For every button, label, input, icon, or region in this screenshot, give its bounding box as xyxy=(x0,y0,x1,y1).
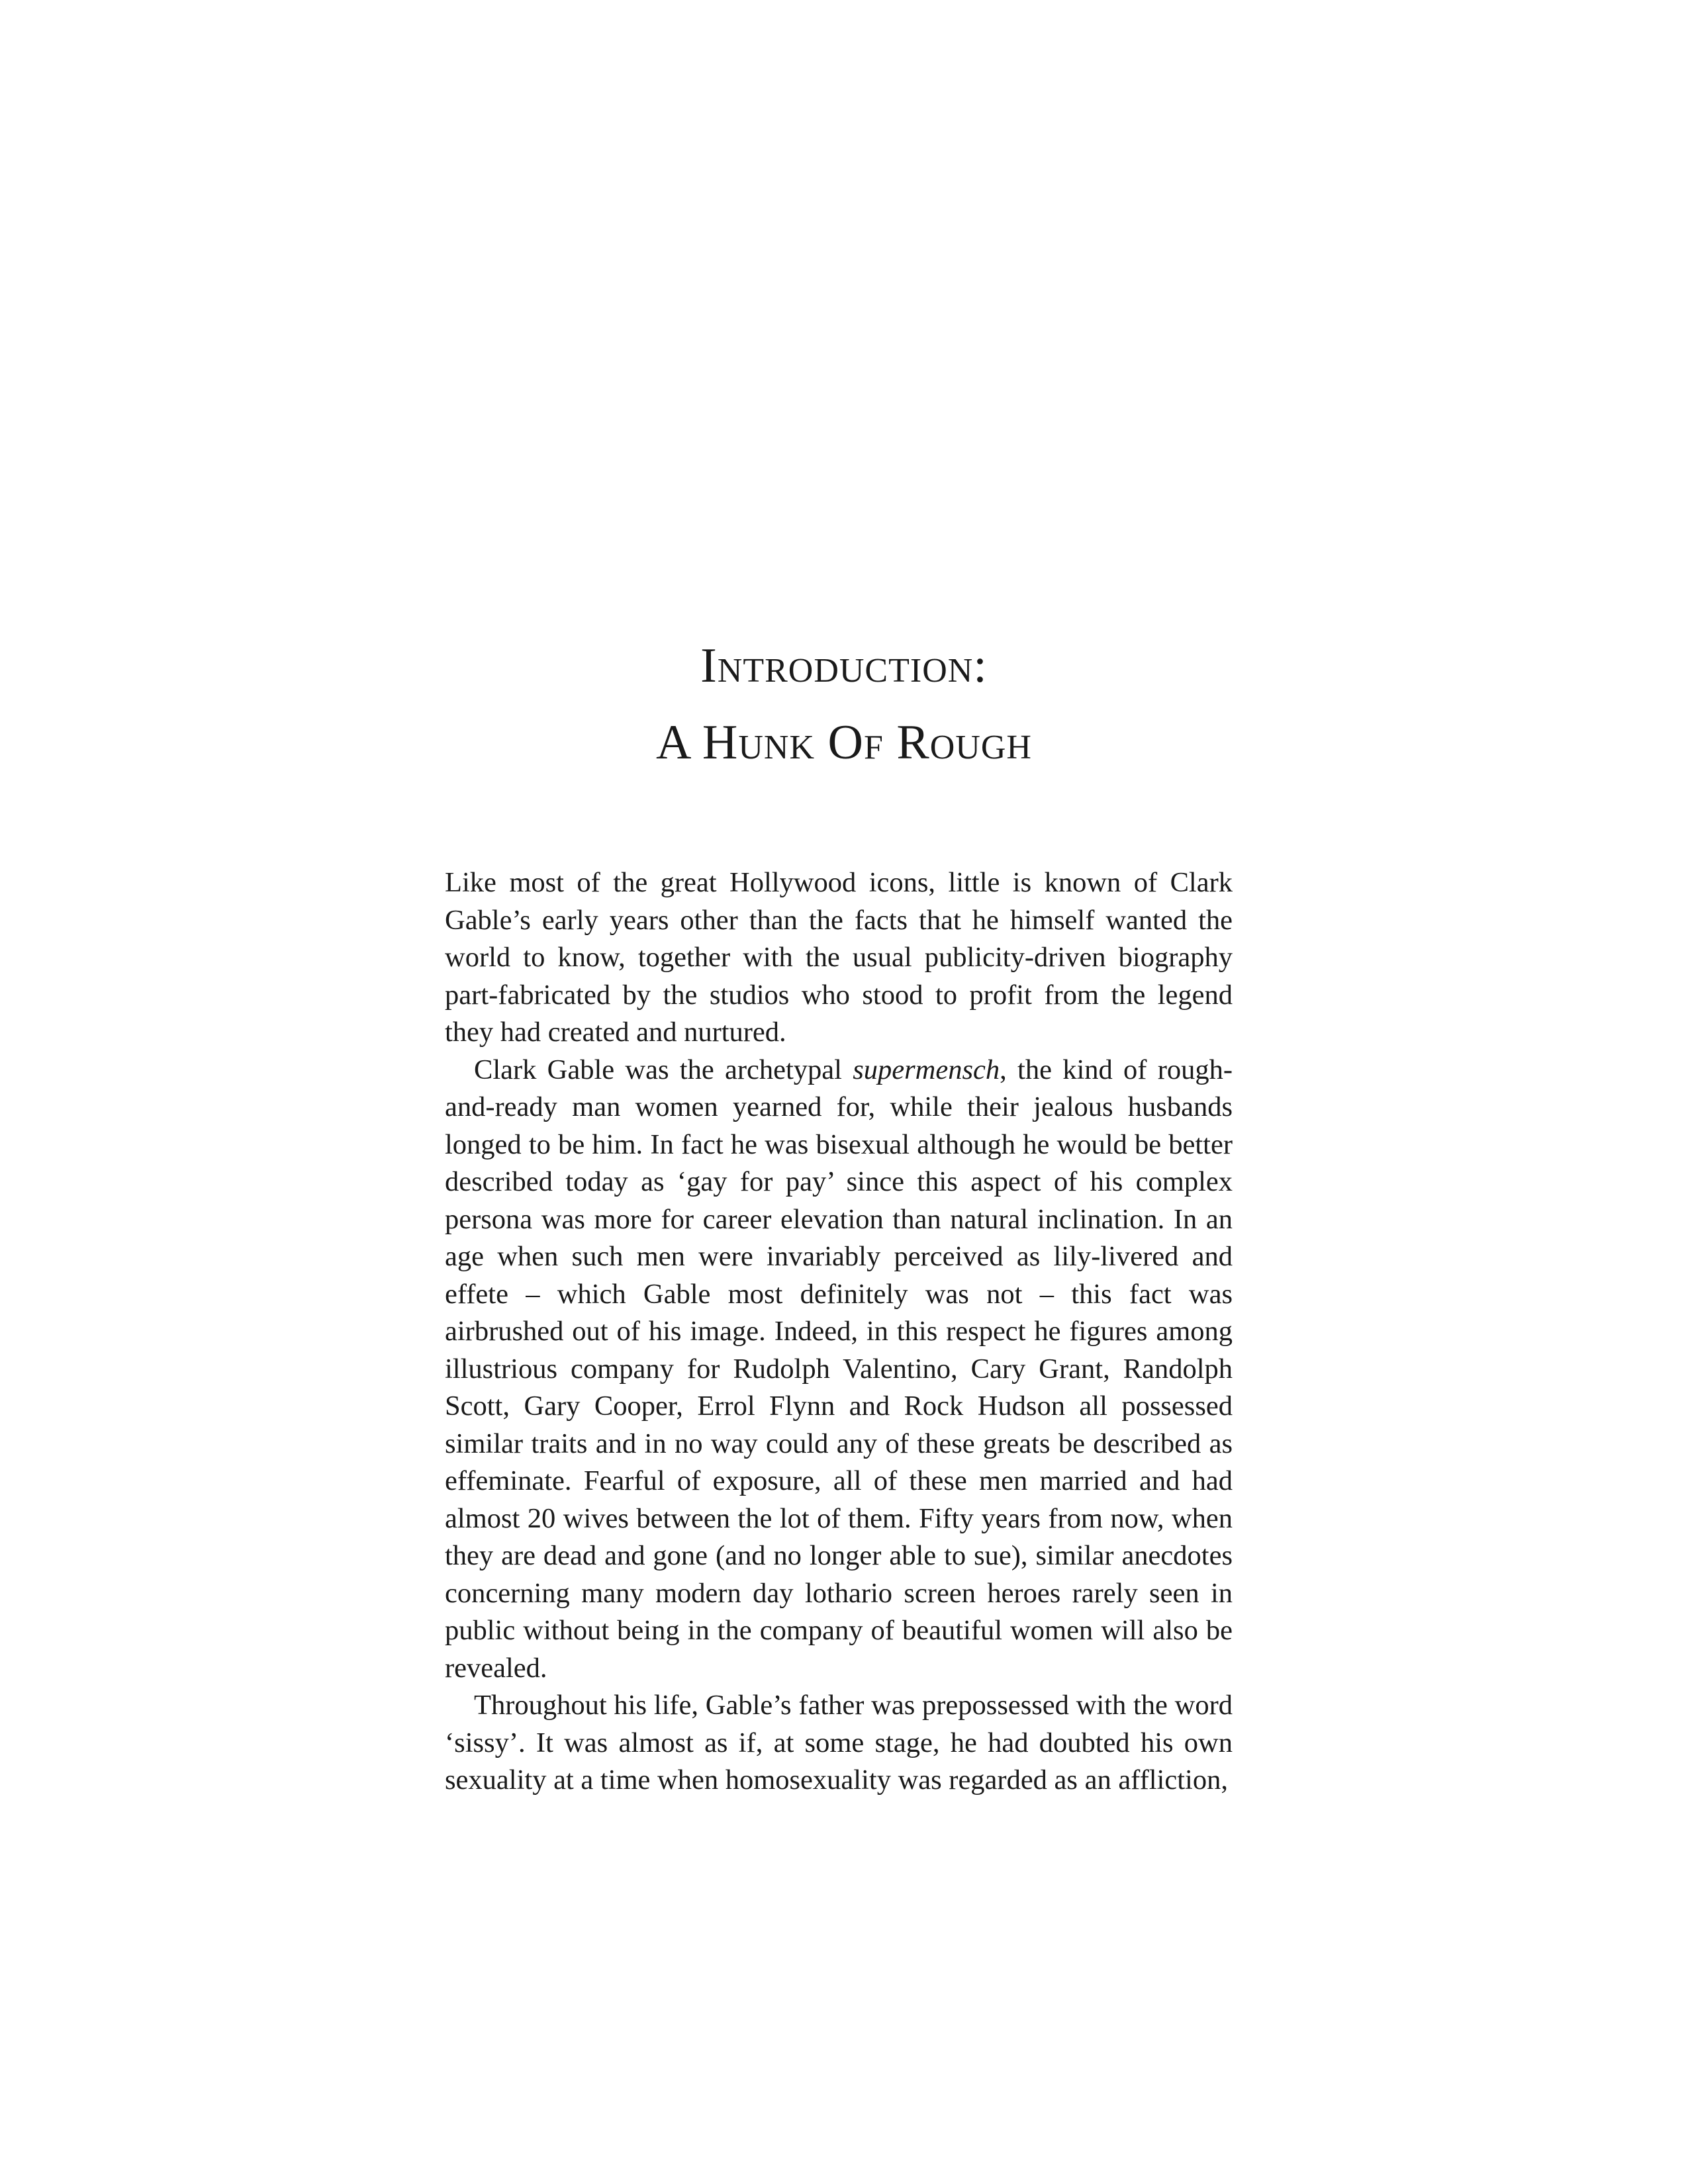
chapter-title-line-2: A Hunk Of Rough xyxy=(656,715,1032,770)
italic-term: supermensch xyxy=(853,1054,1000,1085)
paragraph-2-start: Clark Gable was the archetypal xyxy=(474,1054,853,1085)
paragraph-1: Like most of the great Hollywood icons, little is known of Clark Gable’s early years other than the facts that he himself wanted the world to know, together with the usual publicity-driven biography part-fabricated by the studios who stood to profit from the legend they had created and nurtured. xyxy=(445,867,1233,1048)
paragraph-3: Throughout his life, Gable’s father was prepossessed with the word ‘sissy’. It was almost as if, at some stage, he had doubted his own sexuality at a time when homosexuality was regarded as an affliction, xyxy=(445,1690,1233,1796)
chapter-title-line-1: Introduction: xyxy=(700,639,988,693)
paragraph-2 xyxy=(445,1052,1233,1688)
body-text xyxy=(445,864,1233,1799)
paragraph-2-rest: , the kind of rough-and-ready man women yearned for, while their jealous husbands longed to be him. In fact he was bisexual although he would be better described today as ‘gay for pay’ since this aspect of his complex persona was more for career elevation than natural inclination. In an age when such men were invariably perceived as lily-livered and effete – which Gable most definitely was not – this fact was airbrushed out of his image. Indeed, in this respect he figures among illustrious company for Rudolph Valentino, Cary Grant, Randolph Scott, Gary Cooper, Errol Flynn and Rock Hudson all possessed similar traits and in no way could any of these greats be described as effeminate. Fearful of exposure, all of these men married and had almost 20 wives between the lot of them. Fifty years from now, when they are dead and gone (and no longer able to sue), similar anecdotes concerning many modern day lothario screen heroes rarely seen in public without being in the company of beautiful women will also be revealed. xyxy=(445,1054,1233,1684)
chapter-title xyxy=(0,627,1688,781)
